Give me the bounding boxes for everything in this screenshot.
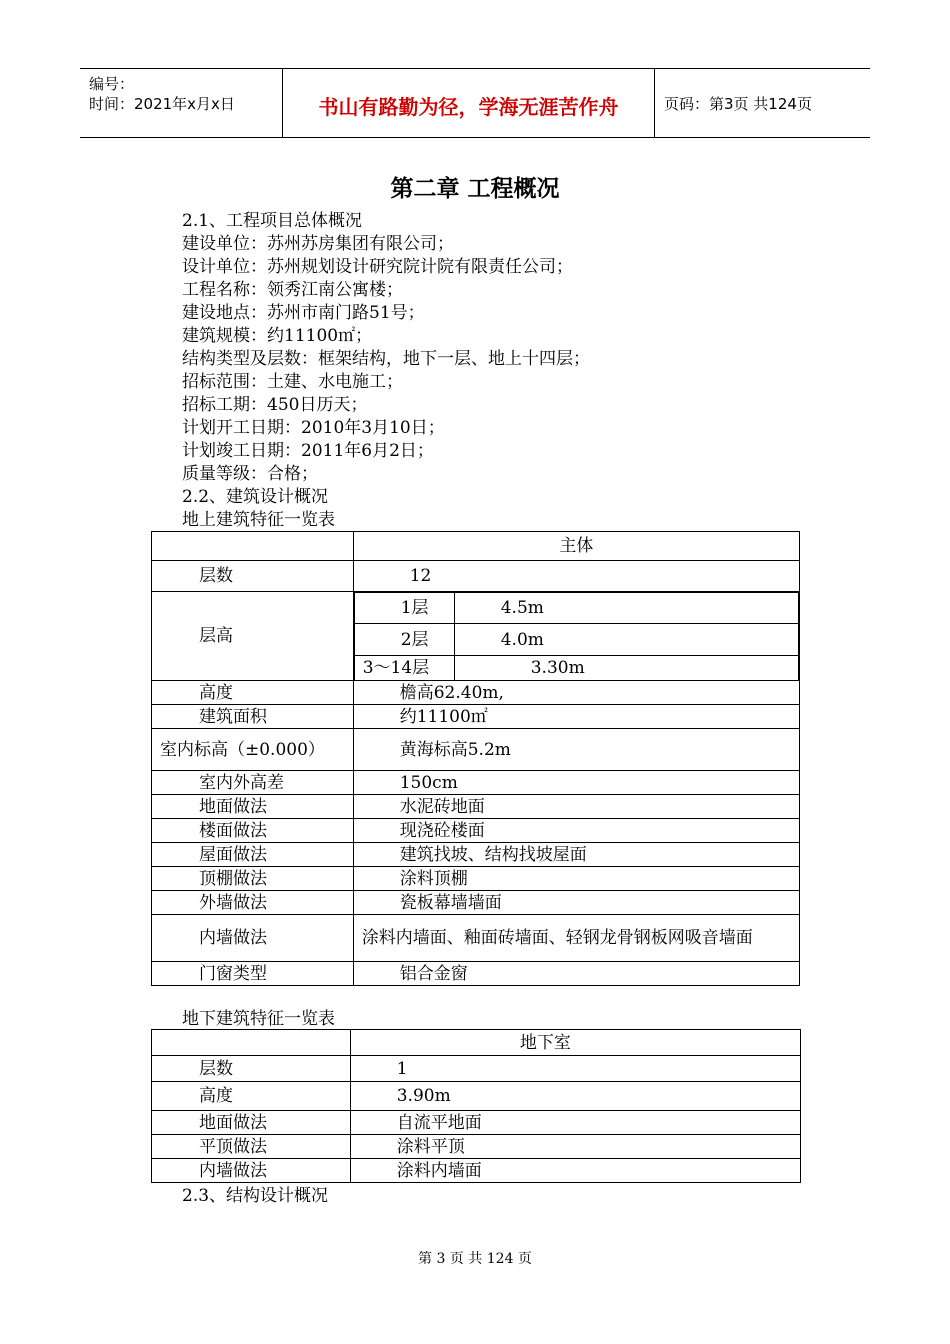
chapter-title: 第二章 工程概况 <box>390 176 560 202</box>
table-label: 门窗类型 <box>152 962 354 986</box>
table-row <box>152 1030 801 1056</box>
table-label: 地面做法 <box>152 1111 351 1135</box>
date-label: 时间：2021年x月x日 <box>89 95 235 113</box>
section-heading-struct: 2.3、结构设计概况 <box>182 1186 329 1206</box>
table-row <box>152 819 800 843</box>
overview-line: 质量等级：合格； <box>182 464 318 484</box>
header-page-cell <box>655 69 870 137</box>
table-label: 层数 <box>152 1056 351 1082</box>
overview-line: 工程名称：领秀江南公寓楼； <box>182 280 403 300</box>
overview-line: 计划开工日期：2010年3月10日； <box>182 418 445 438</box>
table-value: 12 <box>353 561 799 592</box>
overview-line: 招标工期：450日历天； <box>182 395 368 415</box>
table-cell <box>152 1030 351 1056</box>
floor-height: 3.30m <box>454 656 798 680</box>
table-value: 1 <box>350 1056 800 1082</box>
table-value: 涂料内墙面、釉面砖墙面、轻钢龙骨钢板网吸音墙面 <box>353 915 799 962</box>
table-value: 黄海标高5.2m <box>353 729 799 771</box>
table-value: 涂料内墙面 <box>350 1159 800 1183</box>
table-label: 室内标高（±0.000） <box>152 729 354 771</box>
section-heading-overview: 2.1、工程项目总体概况 <box>182 211 363 231</box>
table-value: 3.90m <box>350 1082 800 1111</box>
table-value: 涂料平顶 <box>350 1135 800 1159</box>
table-label: 顶棚做法 <box>152 867 354 891</box>
table-label: 高度 <box>152 681 354 705</box>
table-row <box>152 1135 801 1159</box>
section-heading-arch: 2.2、建筑设计概况 <box>182 487 329 507</box>
above-ground-table <box>151 531 800 986</box>
floor-label: 2层 <box>354 624 454 656</box>
table2-header: 地下室 <box>350 1030 800 1056</box>
table-value: 建筑找坡、结构找坡屋面 <box>353 843 799 867</box>
table-value: 檐高62.40m, <box>353 681 799 705</box>
table-label: 层数 <box>152 561 354 592</box>
table-label: 室内外高差 <box>152 771 354 795</box>
table-label: 建筑面积 <box>152 705 354 729</box>
table2-caption: 地下建筑特征一览表 <box>182 1009 335 1029</box>
table-row <box>152 795 800 819</box>
floor-label: 1层 <box>354 593 454 624</box>
table-value: 水泥砖地面 <box>353 795 799 819</box>
table-row <box>152 962 800 986</box>
table-label: 层高 <box>152 592 354 681</box>
table-row <box>152 532 800 561</box>
table-row <box>152 1111 801 1135</box>
table-label: 高度 <box>152 1082 351 1111</box>
table-label: 楼面做法 <box>152 819 354 843</box>
page-header <box>80 68 870 138</box>
table-value: 涂料顶棚 <box>353 867 799 891</box>
number-label: 编号： <box>89 75 135 93</box>
table-label: 内墙做法 <box>152 915 354 962</box>
overview-line: 招标范围：土建、水电施工； <box>182 372 403 392</box>
underground-table <box>151 1029 801 1183</box>
floor-height: 4.0m <box>454 624 798 656</box>
table-row <box>152 729 800 771</box>
table-label: 屋面做法 <box>152 843 354 867</box>
table-row <box>152 771 800 795</box>
overview-line: 建设单位：苏州苏房集团有限公司； <box>182 234 454 254</box>
table-row <box>152 681 800 705</box>
table-row <box>152 1082 801 1111</box>
table-cell <box>152 532 354 561</box>
table-value: 瓷板幕墙墙面 <box>353 891 799 915</box>
floor-height: 4.5m <box>454 593 798 624</box>
table-row <box>152 867 800 891</box>
table-value: 现浇砼楼面 <box>353 819 799 843</box>
table-value: 150cm <box>353 771 799 795</box>
table-value: 约11100㎡ <box>353 705 799 729</box>
table-row <box>152 592 800 681</box>
table1-header: 主体 <box>353 532 799 561</box>
table-value: 铝合金窗 <box>353 962 799 986</box>
overview-line: 建设地点：苏州市南门路51号； <box>182 303 425 323</box>
table-row <box>354 593 798 624</box>
table-value: 自流平地面 <box>350 1111 800 1135</box>
table-row <box>152 1159 801 1183</box>
table-row <box>152 891 800 915</box>
table-row <box>354 656 798 680</box>
floor-heights-cell <box>353 592 799 681</box>
table-row <box>152 705 800 729</box>
overview-line: 建筑规模：约11100㎡； <box>182 326 373 346</box>
overview-line: 结构类型及层数：框架结构，地下一层、地上十四层； <box>182 349 590 369</box>
overview-line: 设计单位：苏州规划设计研究院计院有限责任公司； <box>182 257 573 277</box>
table-row <box>152 561 800 592</box>
table-label: 平顶做法 <box>152 1135 351 1159</box>
table-row <box>152 915 800 962</box>
table-row <box>152 843 800 867</box>
table-row <box>152 1056 801 1082</box>
header-meta-cell <box>80 69 283 137</box>
table-label: 内墙做法 <box>152 1159 351 1183</box>
page-info: 页码：第3页 共124页 <box>664 95 812 113</box>
table-label: 外墙做法 <box>152 891 354 915</box>
floor-heights-table <box>354 592 799 680</box>
overview-line: 计划竣工日期：2011年6月2日； <box>182 441 434 461</box>
table-label: 地面做法 <box>152 795 354 819</box>
table1-caption: 地上建筑特征一览表 <box>182 510 335 530</box>
floor-label: 3～14层 <box>354 656 454 680</box>
motto: 书山有路勤为径，学海无涯苦作舟 <box>318 95 619 119</box>
table-row <box>354 624 798 656</box>
header-motto-cell <box>283 69 655 137</box>
page-footer: 第 3 页 共 124 页 <box>418 1251 532 1267</box>
